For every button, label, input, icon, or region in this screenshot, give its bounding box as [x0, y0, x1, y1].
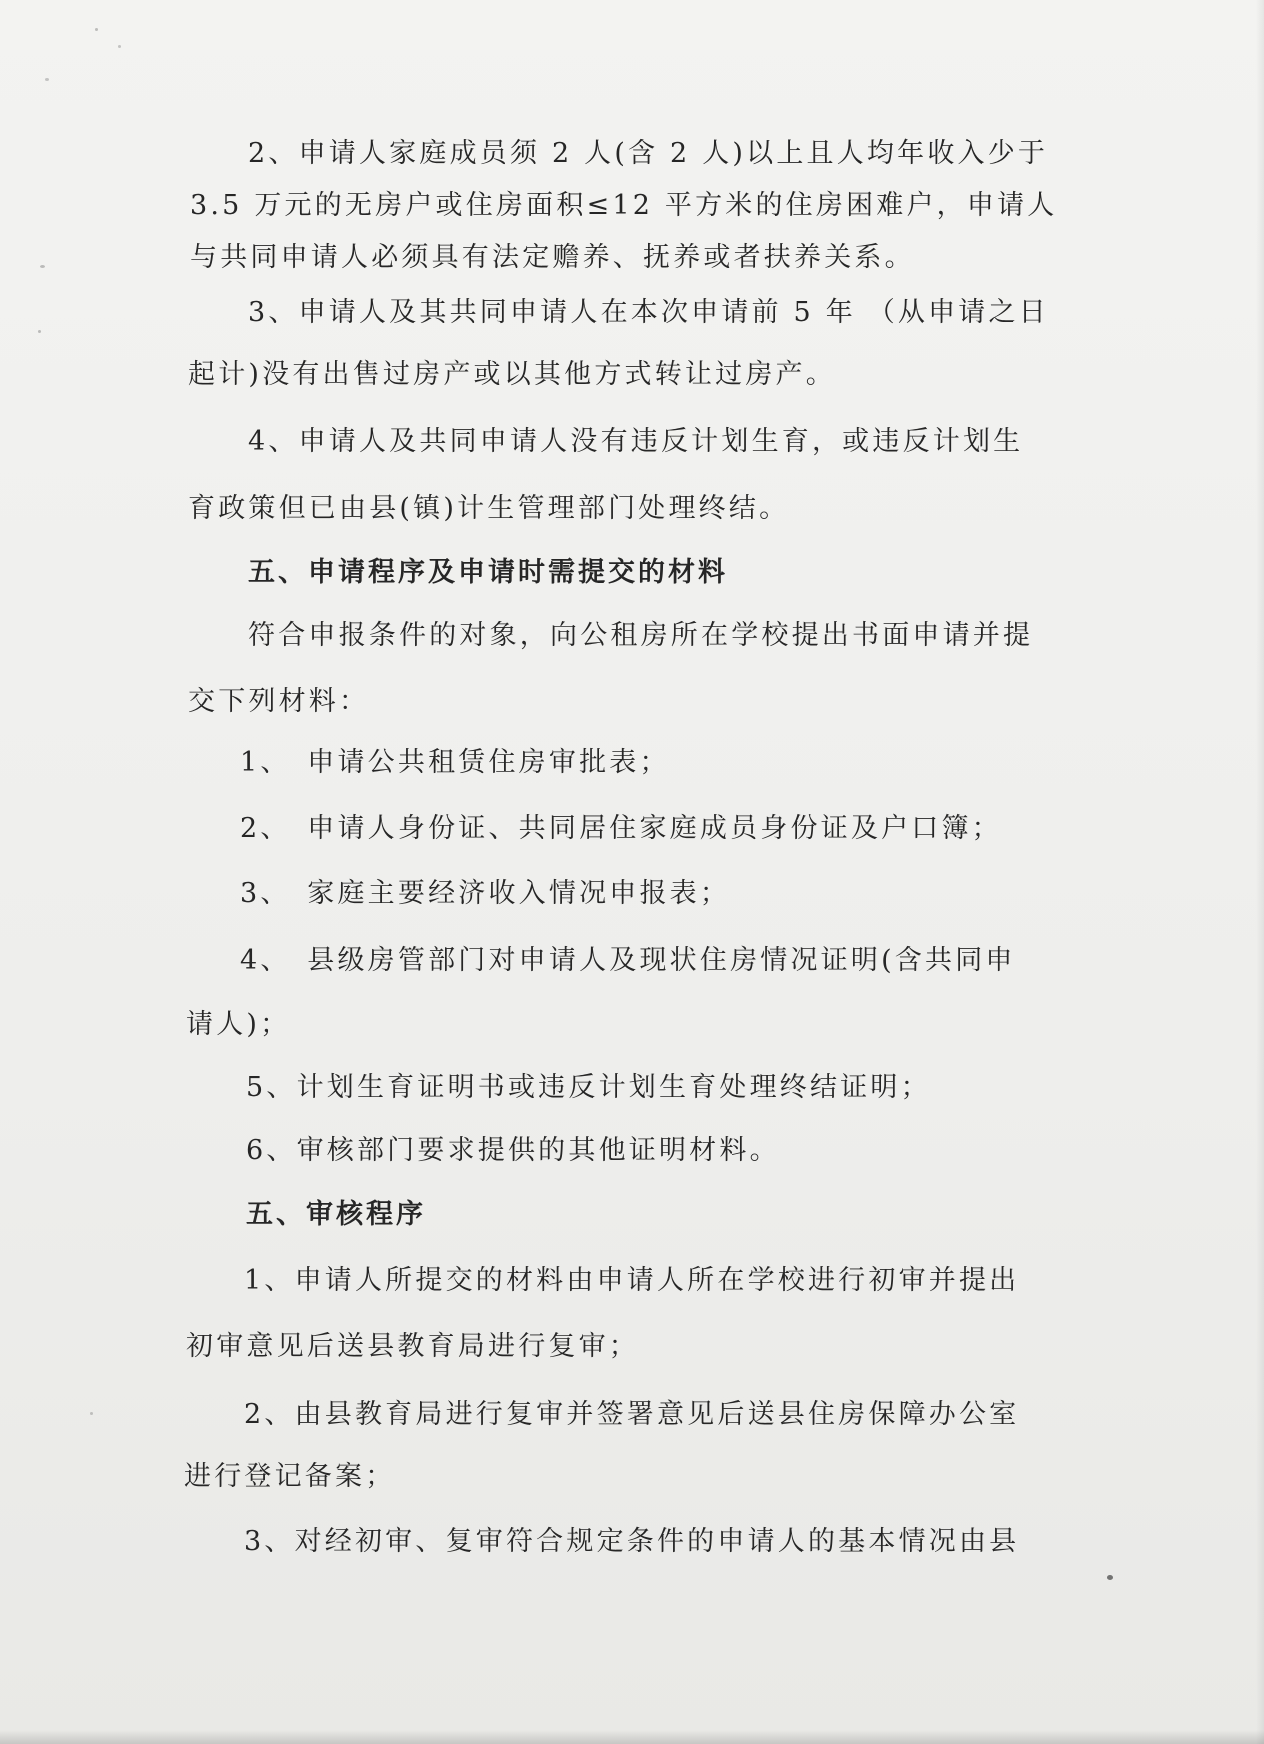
scan-speck: [1107, 1575, 1113, 1580]
section-heading: 五、申请程序及申请时需提交的材料: [248, 557, 728, 588]
text-line: 3.5 万元的无房户或住房面积≤12 平方米的住房困难户，申请人: [190, 190, 1058, 221]
list-item: 1、 申请公共租赁住房审批表；: [240, 747, 670, 778]
text-line: 2、由县教育局进行复审并签署意见后送县住房保障办公室: [244, 1399, 1020, 1430]
scan-speck: [40, 265, 45, 268]
text-line: 起计)没有出售过房产或以其他方式转让过房产。: [188, 359, 836, 390]
text-line: 4、申请人及共同申请人没有违反计划生育，或违反计划生: [248, 426, 1024, 457]
text-line: 初审意见后送县教育局进行复审；: [186, 1331, 639, 1362]
text-line: 3、对经初审、复审符合规定条件的申请人的基本情况由县: [244, 1526, 1020, 1557]
scan-speck: [45, 78, 49, 81]
list-item: 4、 县级房管部门对申请人及现状住房情况证明(含共同申: [240, 945, 1016, 976]
section-heading: 五、审核程序: [246, 1199, 426, 1230]
text-line: 请人)；: [186, 1009, 291, 1040]
scan-speck: [95, 28, 98, 31]
list-item: 3、 家庭主要经济收入情况申报表；: [240, 878, 731, 909]
list-item: 6、审核部门要求提供的其他证明材料。: [246, 1135, 780, 1166]
page-bottom-shadow: [0, 1730, 1264, 1744]
text-line: 1、申请人所提交的材料由申请人所在学校进行初审并提出: [244, 1265, 1020, 1296]
text-line: 交下列材料：: [188, 686, 370, 717]
scan-speck: [90, 1412, 93, 1415]
text-line: 3、申请人及其共同申请人在本次申请前 5 年 （从申请之日: [248, 297, 1049, 328]
scan-speck: [118, 45, 121, 48]
list-item: 2、 申请人身份证、共同居住家庭成员身份证及户口簿；: [240, 813, 1002, 844]
text-line: 符合申报条件的对象，向公租房所在学校提出书面申请并提: [248, 620, 1034, 651]
page-edge-shadow: [1256, 0, 1264, 1744]
text-line: 与共同申请人必须具有法定赡养、抚养或者扶养关系。: [190, 242, 915, 273]
text-line: 进行登记备案；: [184, 1461, 396, 1492]
list-item: 5、计划生育证明书或违反计划生育处理终结证明；: [246, 1072, 931, 1103]
text-line: 育政策但已由县(镇)计生管理部门处理终结。: [188, 493, 790, 524]
text-line: 2、申请人家庭成员须 2 人(含 2 人)以上且人均年收入少于: [248, 138, 1049, 169]
scan-speck: [38, 330, 41, 333]
